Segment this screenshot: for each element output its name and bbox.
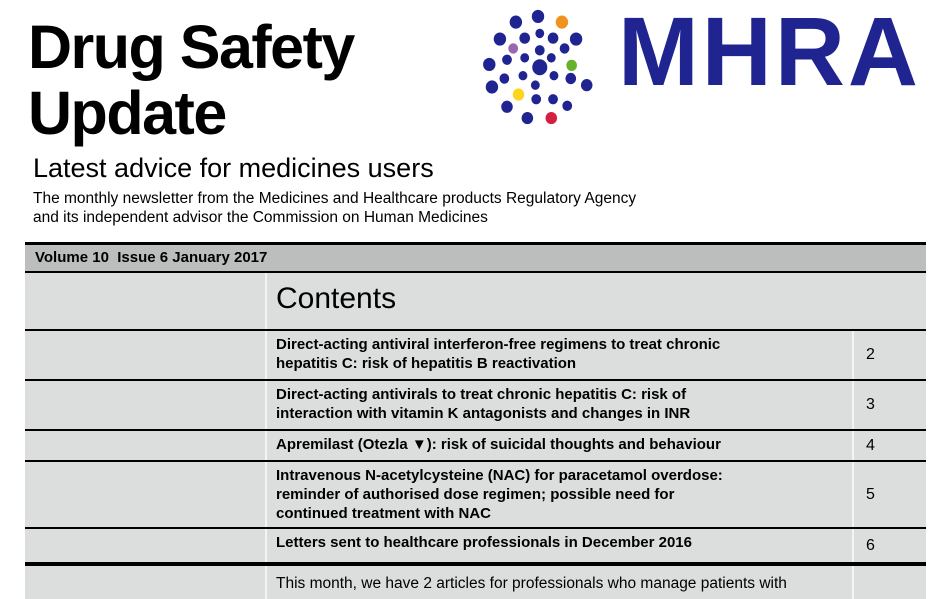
mhra-logo: [476, 0, 921, 135]
page-title: [28, 14, 354, 146]
contents-row-letters: [25, 529, 926, 566]
contents-entry[interactable]: Direct-acting antiviral interferon-free regimens to treat chronic hepatitis C: risk of hepatitis B reactivation: [265, 331, 852, 379]
contents-row-hepb: [25, 331, 926, 381]
contents-entry[interactable]: Intravenous N-acetylcysteine (NAC) for paracetamol overdose: reminder of authorised dose regimen; possible need for continued treatment with NAC: [265, 462, 852, 527]
mhra-dots-icon: [476, 8, 600, 135]
subtitle: Latest advice for medicines users: [33, 153, 434, 183]
page-number-cell[interactable]: 3: [852, 381, 926, 429]
intro-note: This month, we have 2 articles for professionals who manage patients with: [276, 575, 787, 592]
left-spacer-cell: [25, 462, 265, 527]
page-number-cell: [852, 566, 926, 599]
left-spacer-cell: [25, 381, 265, 429]
page-number-cell[interactable]: 6: [852, 529, 926, 562]
contents-entry[interactable]: Letters sent to healthcare professionals in December 2016: [265, 529, 852, 562]
left-spacer-cell: [25, 431, 265, 460]
left-spacer-cell: [25, 529, 265, 562]
tagline-line1: The monthly newsletter from the Medicines and Healthcare products Regulatory Agency: [33, 190, 637, 207]
left-spacer-cell: [25, 331, 265, 379]
page-number-cell[interactable]: 2: [852, 331, 926, 379]
page-number-cell[interactable]: 4: [852, 431, 926, 460]
tagline-line2: and its independent advisor the Commission on Human Medicines: [33, 209, 488, 226]
contents-row-vitk: [25, 381, 926, 431]
left-spacer-cell: [25, 566, 265, 599]
contents-row-apremilast: [25, 431, 926, 462]
masthead: [0, 0, 936, 152]
contents-header-row: [25, 273, 926, 331]
contents-footer-row: [25, 566, 926, 599]
contents-entry[interactable]: Apremilast (Otezla ▼): risk of suicidal thoughts and behaviour: [265, 431, 852, 460]
contents-row-nac: [25, 462, 926, 529]
mhra-wordmark: MHRA: [618, 0, 921, 106]
issue-bar: Volume 10 Issue 6 January 2017: [25, 245, 926, 273]
contents-heading: Contents: [276, 282, 397, 315]
page-title-line2: Update: [28, 79, 226, 147]
page-number-cell: [852, 273, 926, 329]
tagline: [33, 189, 936, 227]
page-title-line1: Drug Safety: [28, 13, 354, 81]
left-spacer-cell: [25, 273, 265, 329]
contents-table: [25, 242, 926, 599]
contents-entry[interactable]: Direct-acting antivirals to treat chronic hepatitis C: risk of interaction with vitamin K antagonists and changes in INR: [265, 381, 852, 429]
page-number-cell[interactable]: 5: [852, 462, 926, 527]
